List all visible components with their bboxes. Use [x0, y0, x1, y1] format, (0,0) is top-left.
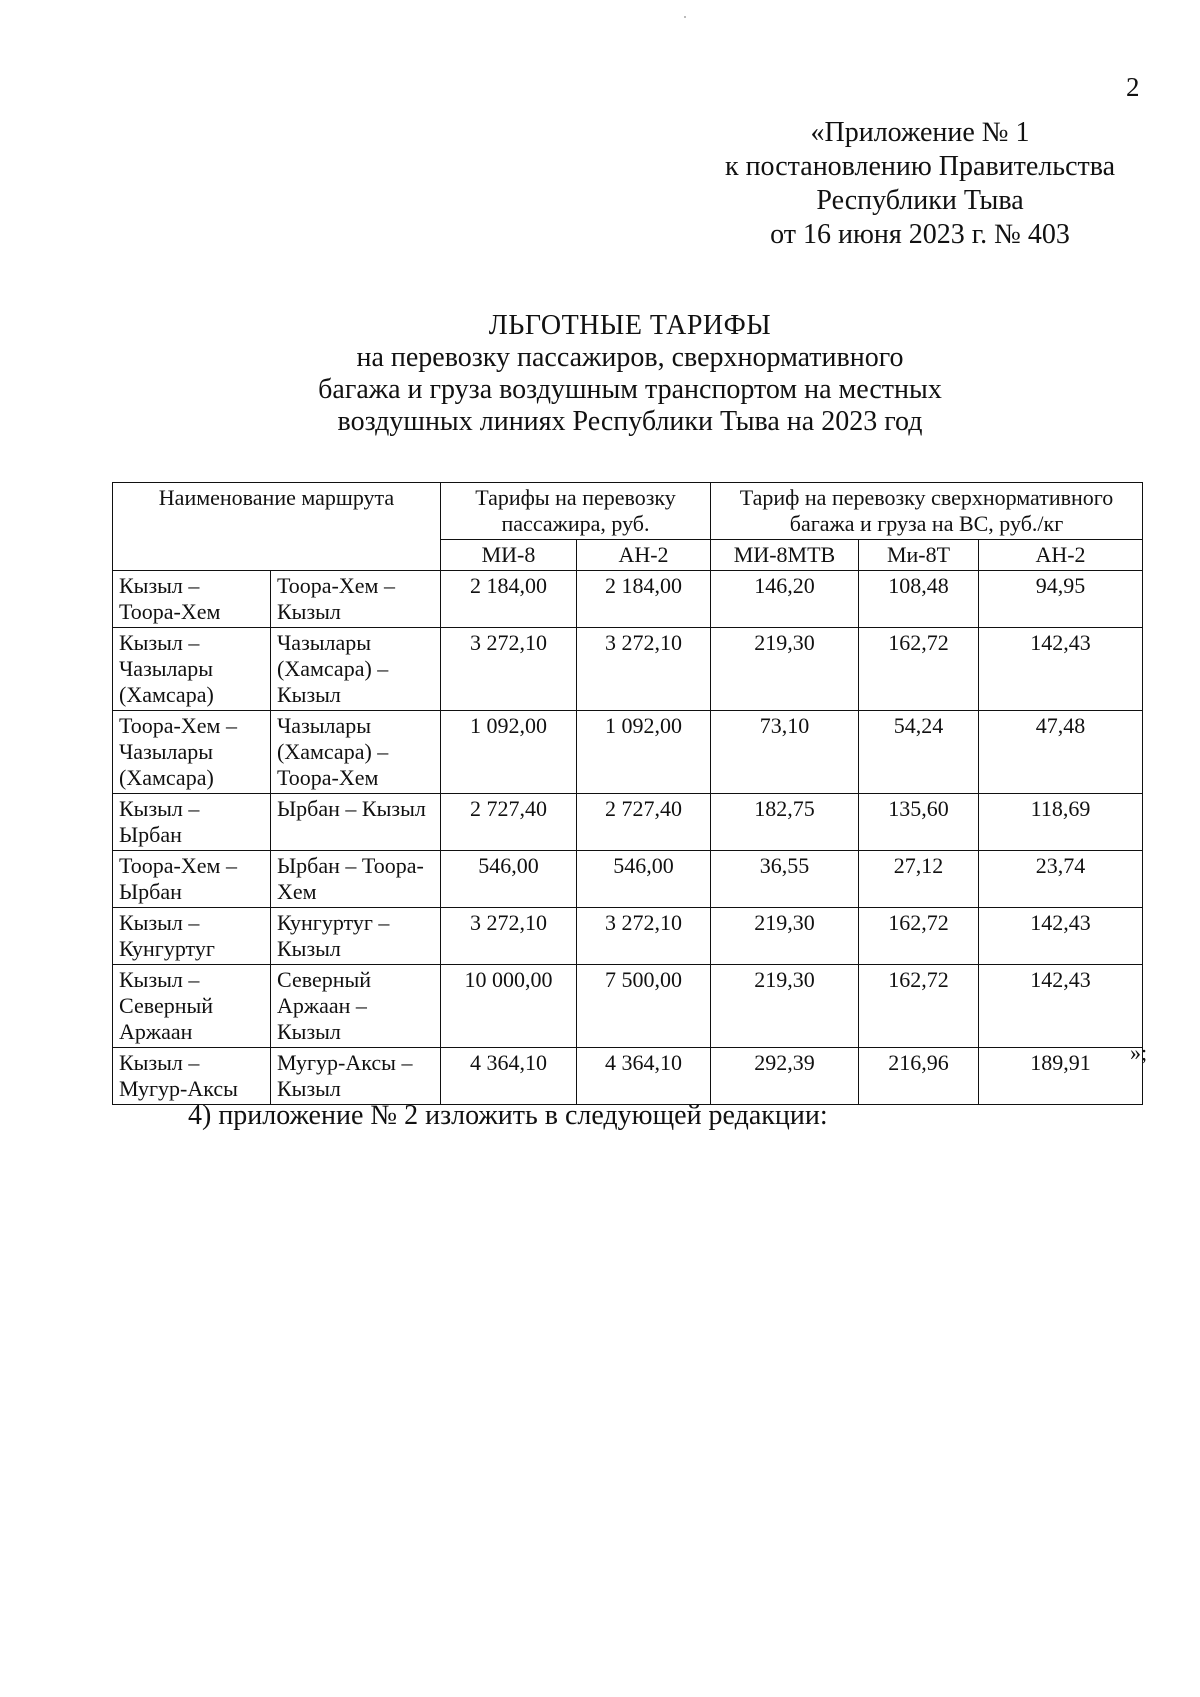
cargo-mi8mtv-cell: 146,20	[711, 571, 859, 628]
header-cargo-tariff: Тариф на перевозку сверхнормативного багажа и груза на ВС, руб./кг	[711, 483, 1143, 540]
passenger-an2-cell: 3 272,10	[577, 628, 711, 711]
title-heading: ЛЬГОТНЫЕ ТАРИФЫ	[488, 310, 772, 341]
header-aircraft: АН-2	[577, 540, 711, 571]
route-return-cell: Чазылары (Хамсара) – Тоора-Хем	[271, 711, 441, 794]
cargo-an2-cell: 118,69	[979, 794, 1143, 851]
tariff-table	[112, 482, 1143, 1105]
cargo-mi8t-cell: 162,72	[859, 965, 979, 1048]
route-origin-cell: Кызыл – Чазылары (Хамсара)	[113, 628, 271, 711]
appendix-line-2: к постановлению Правительства	[724, 151, 1116, 182]
route-return-cell: Тоора-Хем – Кызыл	[271, 571, 441, 628]
appendix-reference	[700, 116, 1140, 252]
header-aircraft: МИ-8МТВ	[711, 540, 859, 571]
route-origin-cell: Кызыл – Ырбан	[113, 794, 271, 851]
header-aircraft: МИ-8	[441, 540, 577, 571]
passenger-mi8-cell: 2 184,00	[441, 571, 577, 628]
cargo-an2-cell: 142,43	[979, 628, 1143, 711]
cargo-mi8t-cell: 216,96	[859, 1048, 979, 1105]
cargo-an2-cell: 94,95	[979, 571, 1143, 628]
table-row	[113, 794, 1143, 851]
header-row	[113, 483, 1143, 540]
appendix-line-3: Республики Тыва	[816, 185, 1024, 216]
passenger-mi8-cell: 4 364,10	[441, 1048, 577, 1105]
cargo-an2-cell: 189,91	[979, 1048, 1143, 1105]
route-origin-cell: Кызыл – Тоора-Хем	[113, 571, 271, 628]
passenger-mi8-cell: 2 727,40	[441, 794, 577, 851]
table-row	[113, 628, 1143, 711]
appendix-line-4: от 16 июня 2023 г. № 403	[770, 219, 1070, 250]
route-origin-cell: Тоора-Хем – Ырбан	[113, 851, 271, 908]
table-row	[113, 965, 1143, 1048]
header-route-name: Наименование маршрута	[113, 483, 441, 571]
passenger-an2-cell: 1 092,00	[577, 711, 711, 794]
route-origin-cell: Тоора-Хем – Чазылары (Хамсара)	[113, 711, 271, 794]
cargo-mi8t-cell: 27,12	[859, 851, 979, 908]
amendment-text: 4) приложение № 2 изложить в следующей редакции:	[188, 1100, 828, 1131]
cargo-mi8mtv-cell: 219,30	[711, 965, 859, 1048]
cargo-mi8t-cell: 54,24	[859, 711, 979, 794]
route-return-cell: Ырбан – Тоора-Хем	[271, 851, 441, 908]
table-row	[113, 1048, 1143, 1105]
table-row	[113, 571, 1143, 628]
route-return-cell: Мугур-Аксы – Кызыл	[271, 1048, 441, 1105]
route-return-cell: Ырбан – Кызыл	[271, 794, 441, 851]
cargo-mi8t-cell: 162,72	[859, 908, 979, 965]
title-line-2: багажа и груза воздушным транспортом на местных	[318, 374, 942, 405]
document-title	[240, 310, 1020, 438]
title-line-1: на перевозку пассажиров, сверхнормативного	[356, 342, 904, 373]
cargo-an2-cell: 142,43	[979, 908, 1143, 965]
route-origin-cell: Кызыл – Мугур-Аксы	[113, 1048, 271, 1105]
passenger-mi8-cell: 1 092,00	[441, 711, 577, 794]
passenger-an2-cell: 7 500,00	[577, 965, 711, 1048]
header-passenger-tariff: Тарифы на перевозку пассажира, руб.	[441, 483, 711, 540]
route-origin-cell: Кызыл – Северный Аржаан	[113, 965, 271, 1048]
passenger-mi8-cell: 546,00	[441, 851, 577, 908]
passenger-mi8-cell: 3 272,10	[441, 908, 577, 965]
appendix-line-1: «Приложение № 1	[810, 117, 1030, 148]
passenger-mi8-cell: 3 272,10	[441, 628, 577, 711]
header-aircraft: АН-2	[979, 540, 1143, 571]
passenger-an2-cell: 2 184,00	[577, 571, 711, 628]
cargo-mi8mtv-cell: 292,39	[711, 1048, 859, 1105]
cargo-an2-cell: 142,43	[979, 965, 1143, 1048]
cargo-an2-cell: 23,74	[979, 851, 1143, 908]
passenger-an2-cell: 3 272,10	[577, 908, 711, 965]
passenger-an2-cell: 4 364,10	[577, 1048, 711, 1105]
cargo-mi8mtv-cell: 73,10	[711, 711, 859, 794]
route-return-cell: Кунгуртуг – Кызыл	[271, 908, 441, 965]
cargo-mi8t-cell: 135,60	[859, 794, 979, 851]
route-return-cell: Чазылары (Хамсара) – Кызыл	[271, 628, 441, 711]
route-return-cell: Северный Аржаан – Кызыл	[271, 965, 441, 1048]
scan-artifact	[684, 16, 686, 18]
tariff-table-body	[113, 571, 1143, 1105]
page-number: 2	[1126, 72, 1140, 102]
passenger-mi8-cell: 10 000,00	[441, 965, 577, 1048]
closing-quote: »;	[1130, 1040, 1148, 1065]
cargo-mi8mtv-cell: 219,30	[711, 908, 859, 965]
table-row	[113, 851, 1143, 908]
passenger-an2-cell: 2 727,40	[577, 794, 711, 851]
cargo-mi8mtv-cell: 36,55	[711, 851, 859, 908]
cargo-mi8mtv-cell: 219,30	[711, 628, 859, 711]
passenger-an2-cell: 546,00	[577, 851, 711, 908]
title-line-3: воздушных линиях Республики Тыва на 2023 год	[337, 406, 923, 437]
header-aircraft: Ми-8Т	[859, 540, 979, 571]
cargo-mi8mtv-cell: 182,75	[711, 794, 859, 851]
cargo-mi8t-cell: 162,72	[859, 628, 979, 711]
table-row	[113, 908, 1143, 965]
cargo-an2-cell: 47,48	[979, 711, 1143, 794]
table-row	[113, 711, 1143, 794]
cargo-mi8t-cell: 108,48	[859, 571, 979, 628]
route-origin-cell: Кызыл – Кунгуртуг	[113, 908, 271, 965]
